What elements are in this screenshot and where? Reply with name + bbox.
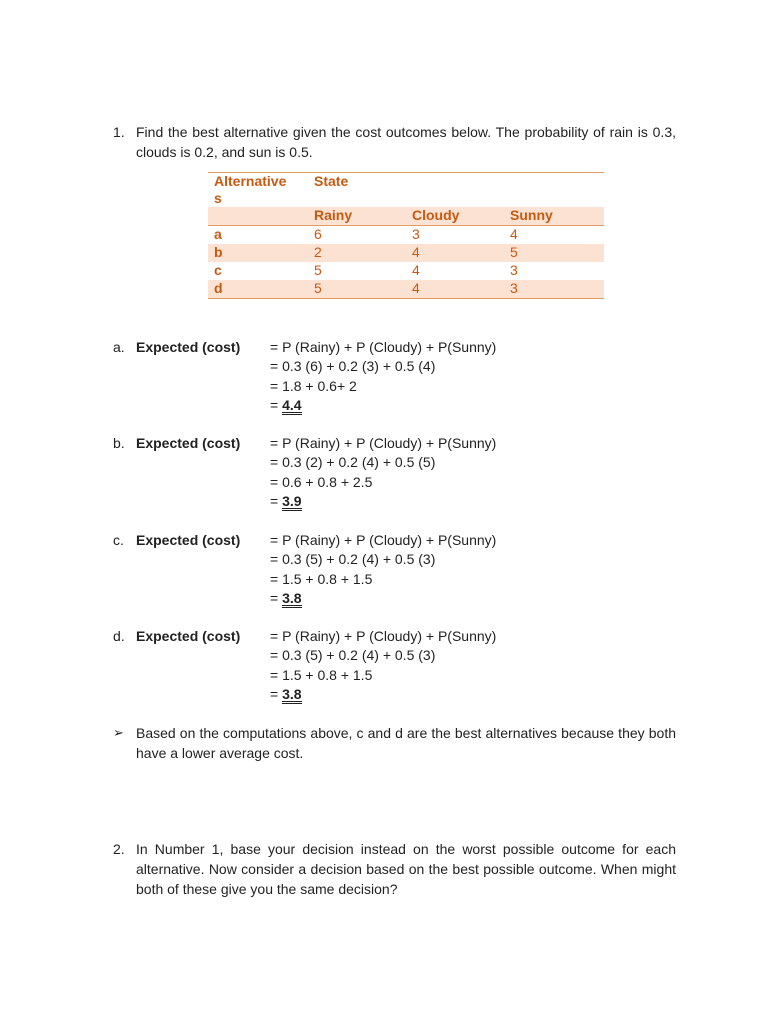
calc-letter: b. xyxy=(113,435,125,451)
calc-result-prefix: = xyxy=(270,589,283,606)
column-header: Rainy xyxy=(308,207,406,226)
calc-label: Expected (cost) xyxy=(136,628,241,644)
column-header: Cloudy xyxy=(406,207,504,226)
row-label: d xyxy=(208,280,308,299)
calc-line: = 0.3 (6) + 0.2 (3) + 0.5 (4) xyxy=(270,358,436,375)
calc-line: = 1.8 + 0.6+ 2 xyxy=(270,377,357,394)
table-cell: 3 xyxy=(412,226,420,242)
calc-letter: c. xyxy=(113,532,124,548)
question-text: In Number 1, base your decision instead on the worst possible outcome for each alternative. Now consider a decision based on the best possible outcome. When might both of these give you the same decision? xyxy=(136,841,676,897)
table-cell: 4 xyxy=(412,262,420,278)
calc-line: = P (Rainy) + P (Cloudy) + P(Sunny) xyxy=(270,628,497,644)
calc-line: = P (Rainy) + P (Cloudy) + P(Sunny) xyxy=(270,532,497,548)
state-header: State xyxy=(308,173,604,208)
question-text: Find the best alternative given the cost outcomes below. The probability of rain is 0.3, clouds is 0.2, and sun is 0.5. xyxy=(136,124,676,160)
cost-outcomes-table xyxy=(208,172,604,299)
row-label: b xyxy=(208,244,308,262)
table-cell: 5 xyxy=(504,244,604,262)
calc-label: Expected (cost) xyxy=(136,435,241,451)
table-cell: 2 xyxy=(308,244,406,262)
question-number: 2. xyxy=(113,841,125,857)
row-label: c xyxy=(214,262,222,278)
calc-result: 3.8 xyxy=(282,589,302,606)
column-header: Sunny xyxy=(504,207,604,226)
calc-letter: d. xyxy=(113,628,125,644)
calc-line: = 0.3 (5) + 0.2 (4) + 0.5 (3) xyxy=(270,551,436,568)
question-1 xyxy=(113,122,676,162)
calc-label: Expected (cost) xyxy=(136,532,241,548)
table-cell: 5 xyxy=(308,280,406,299)
calc-line: = 0.3 (5) + 0.2 (4) + 0.5 (3) xyxy=(270,647,436,664)
question-number: 1. xyxy=(113,124,125,140)
calc-result: 4.4 xyxy=(282,396,302,413)
calc-result: 3.9 xyxy=(282,492,302,509)
table-cell: 3 xyxy=(504,280,604,299)
alternatives-header: Alternative s xyxy=(208,173,308,208)
calc-line: = P (Rainy) + P (Cloudy) + P(Sunny) xyxy=(270,435,497,451)
calc-result-prefix: = xyxy=(270,685,283,702)
calc-result-prefix: = xyxy=(270,492,283,509)
conclusion-text: Based on the computations above, c and d are the best alternatives because they both have a lower average cost. xyxy=(136,725,676,761)
table-cell: 4 xyxy=(510,226,518,242)
calc-label: Expected (cost) xyxy=(136,339,241,355)
table-cell: 4 xyxy=(406,280,504,299)
calc-line: = 0.3 (2) + 0.2 (4) + 0.5 (5) xyxy=(270,454,436,471)
table-cell: 6 xyxy=(314,226,322,242)
table-cell: 4 xyxy=(406,244,504,262)
conclusion xyxy=(113,723,676,763)
table-row xyxy=(208,280,604,299)
table-row xyxy=(208,262,604,280)
calc-line: = 1.5 + 0.8 + 1.5 xyxy=(270,570,373,587)
calc-line: = 0.6 + 0.8 + 2.5 xyxy=(270,473,373,490)
row-label: a xyxy=(214,226,222,242)
table-cell: 5 xyxy=(314,262,322,278)
table-cell: 3 xyxy=(510,262,518,278)
calc-result: 3.8 xyxy=(282,685,302,702)
calc-line: = 1.5 + 0.8 + 1.5 xyxy=(270,666,373,683)
arrow-bullet-icon: ➢ xyxy=(113,725,124,740)
table-row xyxy=(208,244,604,262)
question-2 xyxy=(113,839,676,899)
table-row xyxy=(208,226,604,245)
calc-letter: a. xyxy=(113,339,125,355)
calc-result-prefix: = xyxy=(270,396,283,413)
calc-line: = P (Rainy) + P (Cloudy) + P(Sunny) xyxy=(270,339,497,355)
